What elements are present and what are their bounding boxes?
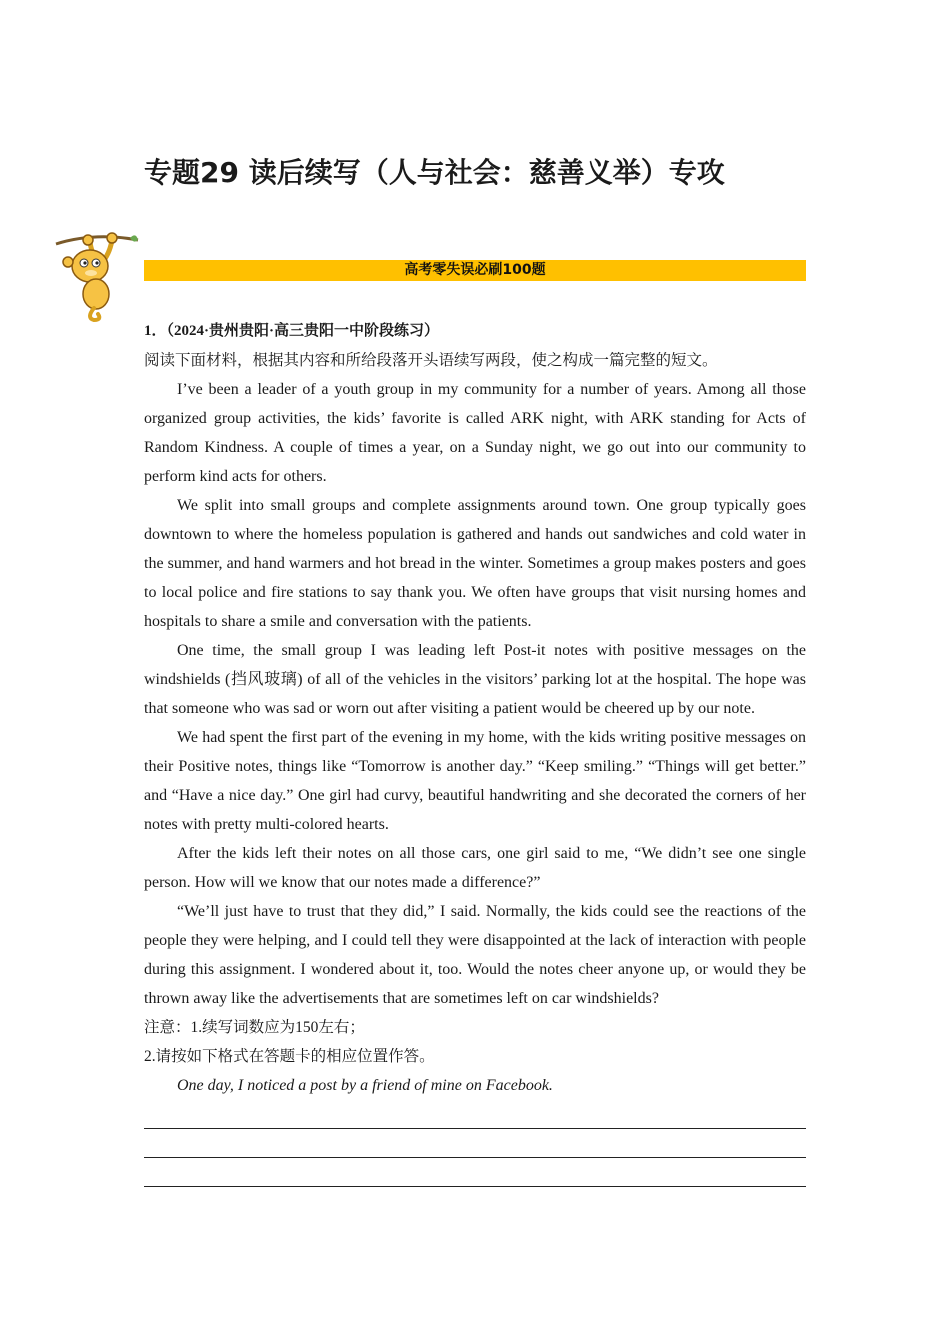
answer-line (144, 1100, 806, 1129)
answer-line (144, 1158, 806, 1187)
page-title: 专题29 读后续写（人与社会：慈善义举）专攻 (144, 156, 725, 189)
monkey-mascot-icon (54, 232, 140, 322)
note-word-count: 注意：1.续写词数应为150左右； (144, 1019, 365, 1036)
passage-paragraph: We split into small groups and complete assignments around town. One group typically goes downtown to where the homeless population is gathered and hands out sandwiches and cold water in the summer, and hand warmers and hot bread in the winter. Sometimes a group makes posters and goes to local police and fire stations to say thank you. We often have groups that visit nursing homes and hospitals to share a smile and conversation with the patients. (144, 497, 806, 630)
passage-paragraph: “We’ll just have to trust that they did,” I said. Normally, the kids could see the reactions of the people they were helping, and I could tell they were disappointed at the lack of interaction with people during this assignment. I wondered about it, too. Would the notes cheer anyone up, or would they be thrown away like the advertisements that are sometimes left on car windshields? (144, 903, 806, 1007)
note-format: 2.请按如下格式在答题卡的相应位置作答。 (144, 1048, 435, 1065)
passage-paragraph: We had spent the first part of the evening in my home, with the kids writing positive messages on their Positive notes, things like “Tomorrow is another day.” “Keep smiling.” “Things will get better.” and “Have a nice day.” One girl had curvy, beautiful handwriting and she decorated the corners of her notes with pretty multi-colored hearts. (144, 729, 806, 833)
question-instruction: 阅读下面材料，根据其内容和所给段落开头语续写两段，使之构成一篇完整的短文。 (144, 352, 718, 369)
paragraph-starter: One day, I noticed a post by a friend of mine on Facebook. (177, 1077, 553, 1094)
question-content (144, 317, 806, 1187)
passage-paragraph: I’ve been a leader of a youth group in my community for a number of years. Among all those organized group activities, the kids’ favorite is called ARK night, with ARK standing for Acts of Random Kindness. A couple of times a year, on a Sunday night, we go out into our community to perform kind acts for others. (144, 381, 806, 485)
question-header: 1．（2024·贵州贵阳·高三贵阳一中阶段练习） (144, 323, 440, 339)
banner: 高考零失误必刷100题 (144, 260, 806, 281)
passage-paragraph: After the kids left their notes on all those cars, one girl said to me, “We didn’t see one single person. How will we know that our notes made a difference?” (144, 845, 806, 891)
answer-line (144, 1129, 806, 1158)
passage-paragraph: One time, the small group I was leading left Post-it notes with positive messages on the windshields (挡风玻璃) of all of the vehicles in the visitors’ parking lot at the hospital. The hope was that someone who was sad or worn out after visiting a patient would be cheered up by our note. (144, 642, 806, 717)
